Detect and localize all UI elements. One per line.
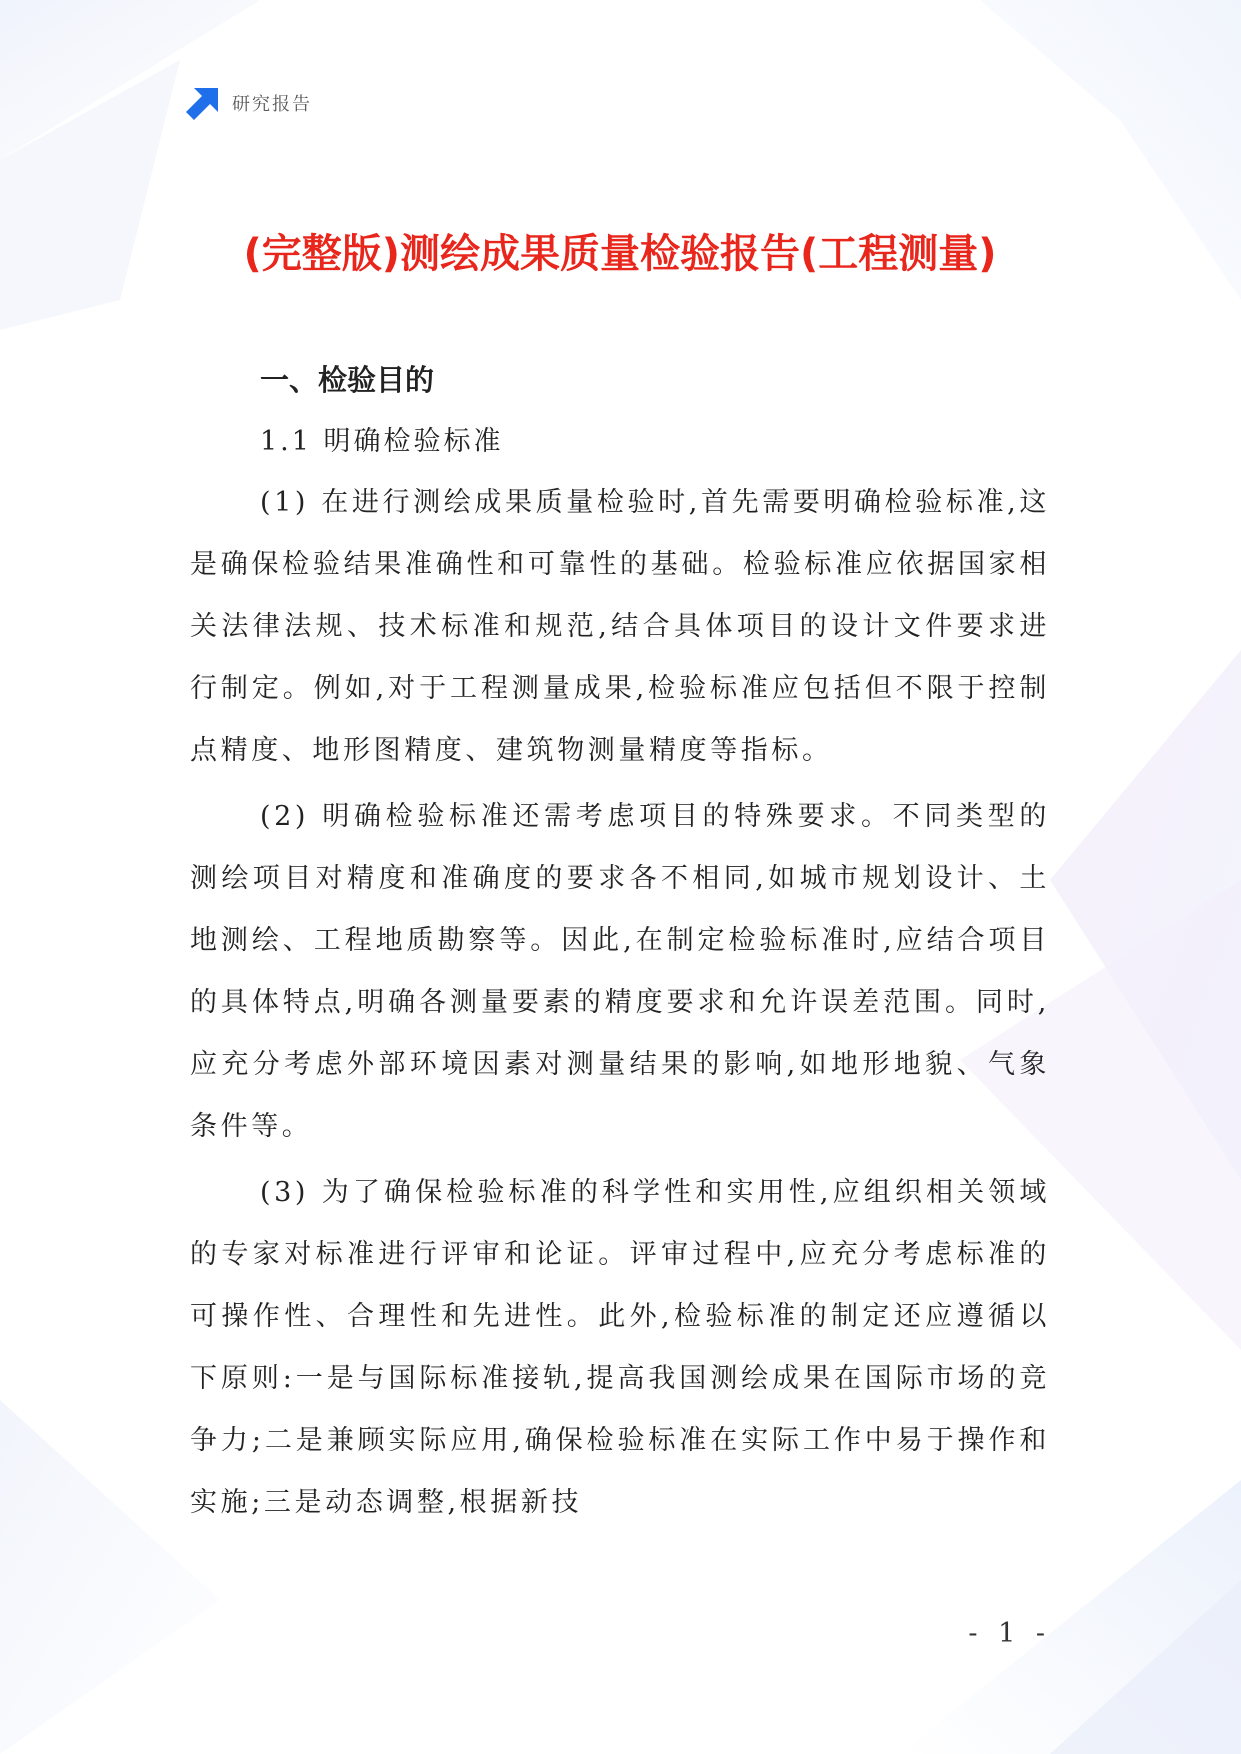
page-number: - 1 - (968, 1618, 1051, 1649)
subsection-heading: 1.1 明确检验标准 (260, 426, 504, 457)
header-label: 研究报告 (232, 94, 312, 115)
paragraph-2: (2) 明确检验标准还需考虑项目的特殊要求。不同类型的测绘项目对精度和准确度的要求各不相同,如城市规划设计、土地测绘、工程地质勘察等。因此,在制定检验标准时,应结合项目的具体特点,明确各测量要素的精度要求和允许误差范围。同时,应充分考虑外部环境因素对测量结果的影响,如地形地貌、气象条件等。 (190, 801, 1050, 1142)
paragraph-1: (1) 在进行测绘成果质量检验时,首先需要明确检验标准,这是确保检验结果准确性和可靠性的基础。检验标准应依据国家相关法律法规、技术标准和规范,结合具体项目的设计文件要求进行制定。例如,对于工程测量成果,检验标准应包括但不限于控制点精度、地形图精度、建筑物测量精度等指标。 (190, 487, 1050, 766)
arrow-up-right-icon (186, 86, 220, 120)
section-heading: 一、检验目的 (260, 363, 435, 397)
report-header (186, 86, 312, 120)
paragraph-3: (3) 为了确保检验标准的科学性和实用性,应组织相关领域的专家对标准进行评审和论证。评审过程中,应充分考虑标准的可操作性、合理性和先进性。此外,检验标准的制定还应遵循以下原则:一是与国际标准接轨,提高我国测绘成果在国际市场的竞争力;二是兼顾实际应用,确保检验标准在实际工作中易于操作和实施;三是动态调整,根据新技 (190, 1177, 1050, 1518)
document-body (190, 354, 1050, 1534)
document-title: (完整版)测绘成果质量检验报告(工程测量) (243, 231, 997, 277)
